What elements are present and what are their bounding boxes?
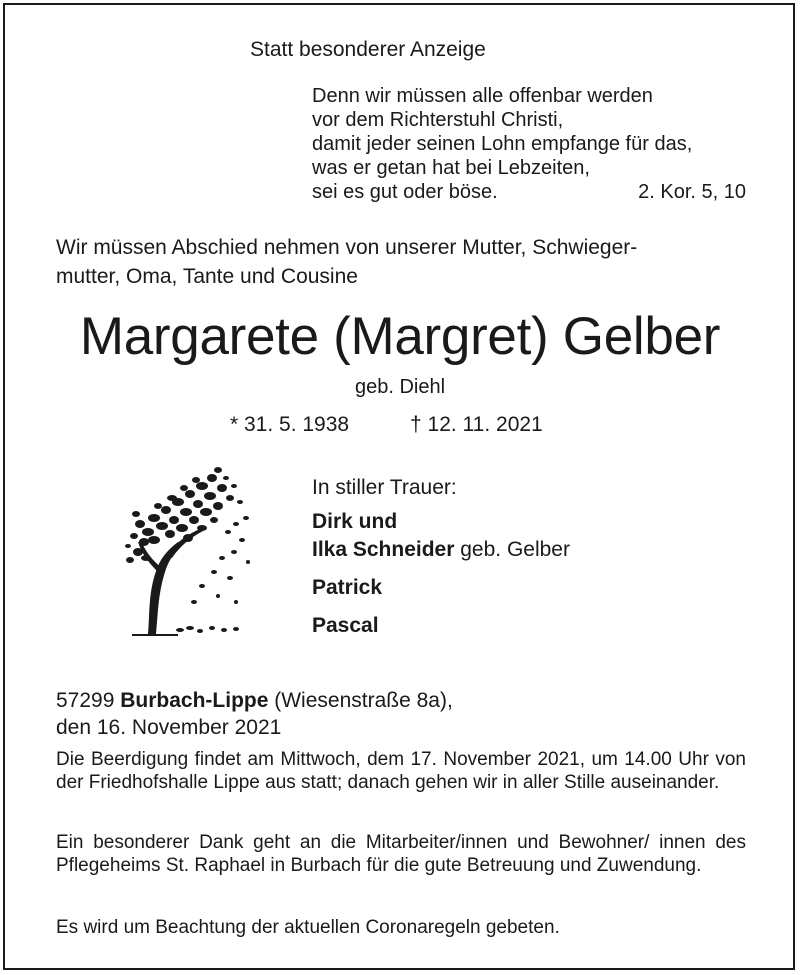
intro-line: Wir müssen Abschied nehmen von unserer Mutter, Schwieger-: [56, 236, 638, 259]
notice-date: den 16. November 2021: [56, 716, 282, 739]
maiden-name: geb. Diehl: [354, 376, 446, 398]
verse-line: Denn wir müssen alle offenbar werden: [312, 85, 653, 107]
mourner-name: Patrick: [312, 576, 383, 599]
mourner-name: Dirk und: [312, 510, 398, 533]
thanks-paragraph: Ein besonderer Dank geht an die Mitarbeiter/innen und Bewohner/ innen des Pflegeheims St. Raphael in Burbach für die gute Betreuung und Zuwendung.: [56, 832, 746, 876]
mourner-maiden-name: geb. Gelber: [454, 538, 570, 561]
address-line: [56, 689, 453, 713]
mourner-name: Ilka Schneider: [312, 538, 455, 561]
funeral-paragraph: Die Beerdigung findet am Mittwoch, dem 17. November 2021, um 14.00 Uhr von der Friedhofshalle Lippe aus statt; danach gehen wir in aller Stille auseinander.: [56, 749, 746, 793]
verse-reference: 2. Kor. 5, 10: [638, 181, 746, 203]
mourner-name: Pascal: [312, 614, 379, 637]
mourners-block: [312, 476, 570, 638]
town-name: Burbach-Lippe: [120, 689, 269, 712]
deceased-name: Margarete (Margret) Gelber: [79, 307, 721, 366]
birth-date: * 31. 5. 1938: [230, 413, 350, 436]
notice-header: Statt besonderer Anzeige: [250, 38, 486, 61]
bible-verse: [312, 84, 746, 204]
corona-paragraph: Es wird um Beachtung der aktuellen Coronaregeln gebeten.: [56, 917, 560, 938]
verse-line: sei es gut oder böse.: [312, 181, 498, 203]
postcode: 57299: [56, 689, 121, 712]
verse-line: vor dem Richterstuhl Christi,: [312, 109, 564, 131]
death-date: † 12. 11. 2021: [410, 413, 543, 436]
mourner-entry: [312, 538, 570, 562]
verse-line: was er getan hat bei Lebzeiten,: [312, 157, 590, 179]
intro-line: mutter, Oma, Tante und Cousine: [56, 265, 358, 288]
street-address: (Wiesenstraße 8a),: [268, 689, 453, 712]
tree-in-wind-illustration: [118, 462, 258, 640]
verse-line: damit jeder seinen Lohn empfange für das,: [312, 133, 693, 155]
verse-last-line: [312, 180, 746, 204]
mourners-heading: In stiller Trauer:: [312, 476, 457, 499]
